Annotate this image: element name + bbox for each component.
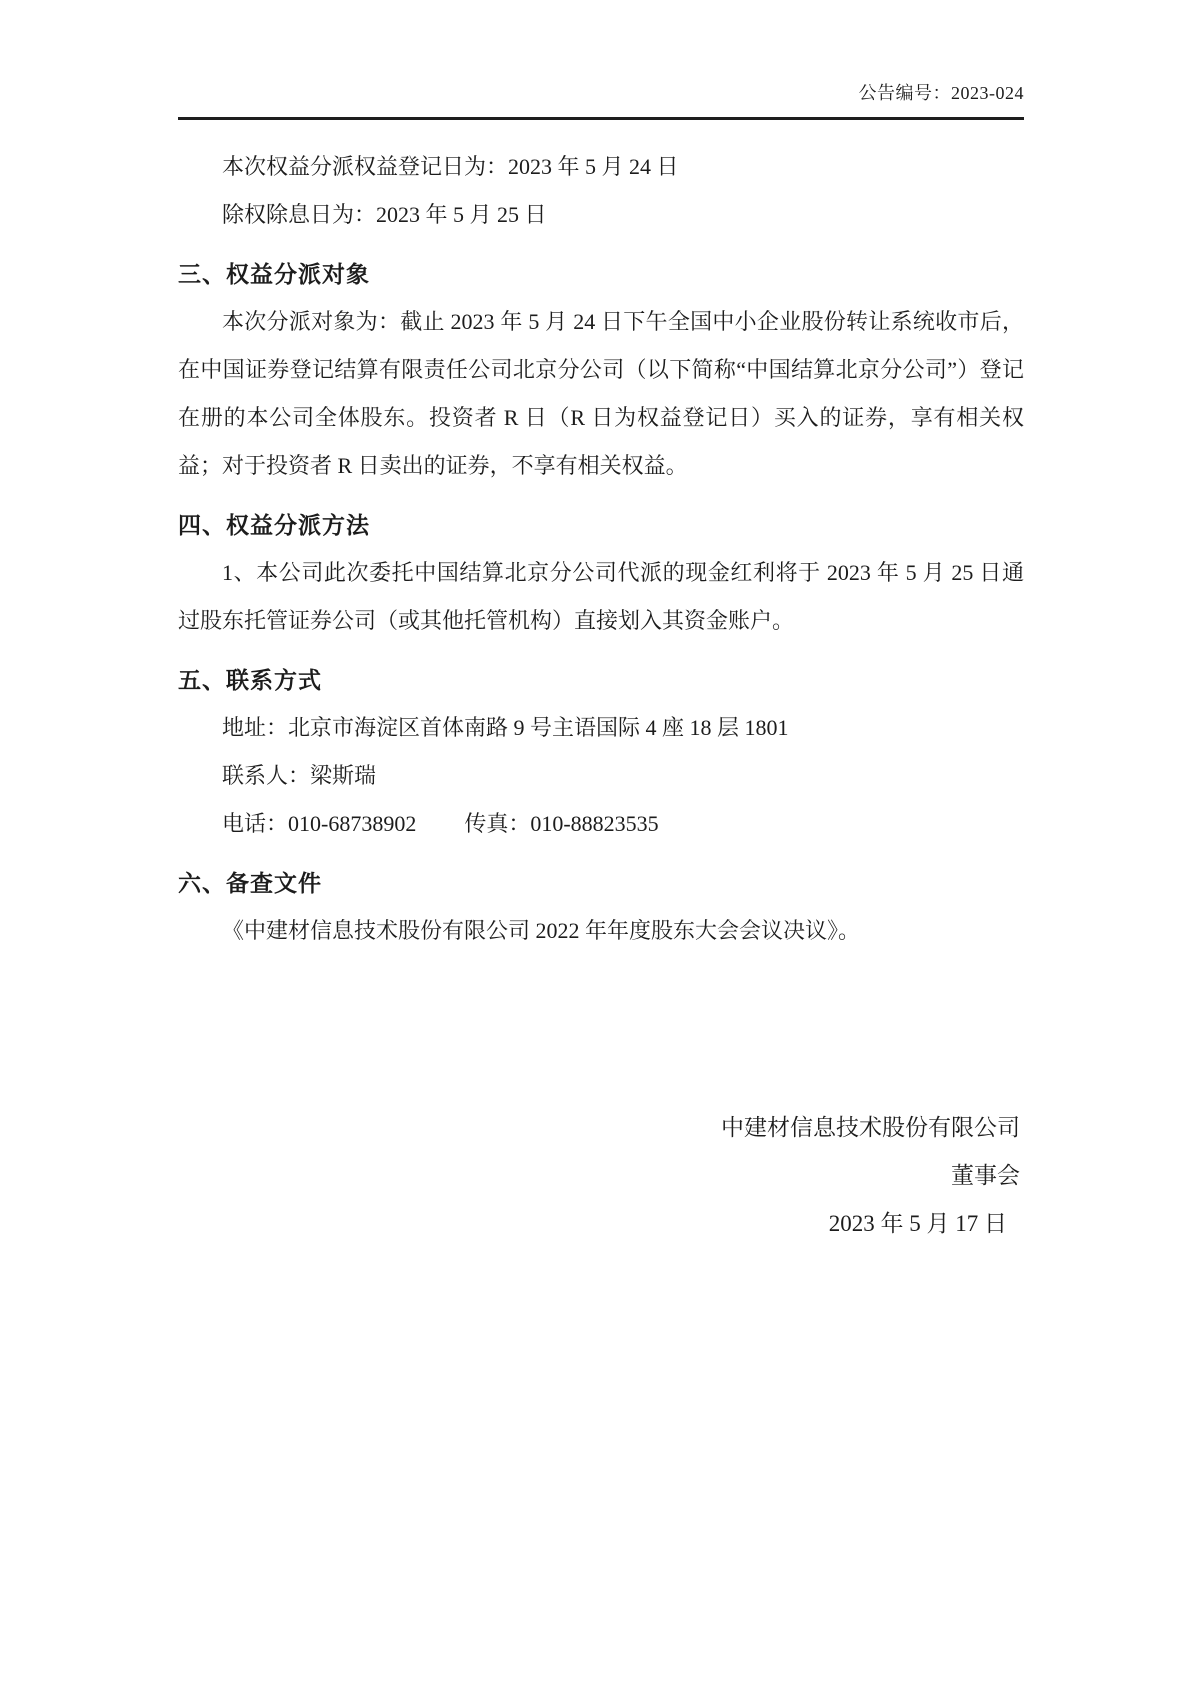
reference-document-line: 《中建材信息技术股份有限公司 2022 年年度股东大会会议决议》。 [222, 918, 861, 943]
contact-person-line: 联系人：梁斯瑞 [222, 763, 377, 788]
section-heading-distribution-targets: 三、权益分派对象 [178, 261, 370, 287]
signature-block [178, 1104, 1024, 1248]
record-date-line: 本次权益分派权益登记日为：2023 年 5 月 24 日 [222, 154, 679, 179]
ex-dividend-date-line: 除权除息日为：2023 年 5 月 25 日 [222, 202, 547, 227]
section-heading-distribution-method: 四、权益分派方法 [178, 512, 370, 538]
distribution-method-paragraph: 1、本公司此次委托中国结算北京分公司代派的现金红利将于 2023 年 5 月 25 日通过股东托管证券公司（或其他托管机构）直接划入其资金账户。 [178, 560, 1024, 633]
announcement-number: 公告编号：2023-024 [858, 83, 1024, 103]
header-divider [178, 117, 1024, 120]
section-heading-reference-documents: 六、备查文件 [178, 870, 322, 896]
distribution-targets-paragraph: 本次分派对象为：截止 2023 年 5 月 24 日下午全国中小企业股份转让系统收市后，在中国证券登记结算有限责任公司北京分公司（以下简称“中国结算北京分公司”）登记在册的本公司全体股东。投资者 R 日（R 日为权益登记日）买入的证券，享有相关权益；对于投资者 R 日卖出的证券，不享有相关权益。 [178, 309, 1024, 478]
document-content [178, 143, 1024, 1248]
contact-phone-fax-line [178, 800, 1024, 848]
signature-board: 董事会 [951, 1163, 1020, 1188]
section-heading-contact-info: 五、联系方式 [178, 667, 322, 693]
contact-fax: 传真：010-88823535 [464, 811, 659, 836]
signature-company: 中建材信息技术股份有限公司 [721, 1115, 1020, 1140]
document-body [178, 0, 1024, 1248]
contact-address-line: 地址：北京市海淀区首体南路 9 号主语国际 4 座 18 层 1801 [222, 715, 789, 740]
signature-date: 2023 年 5 月 17 日 [828, 1211, 1007, 1236]
contact-phone: 电话：010-68738902 [222, 811, 417, 836]
